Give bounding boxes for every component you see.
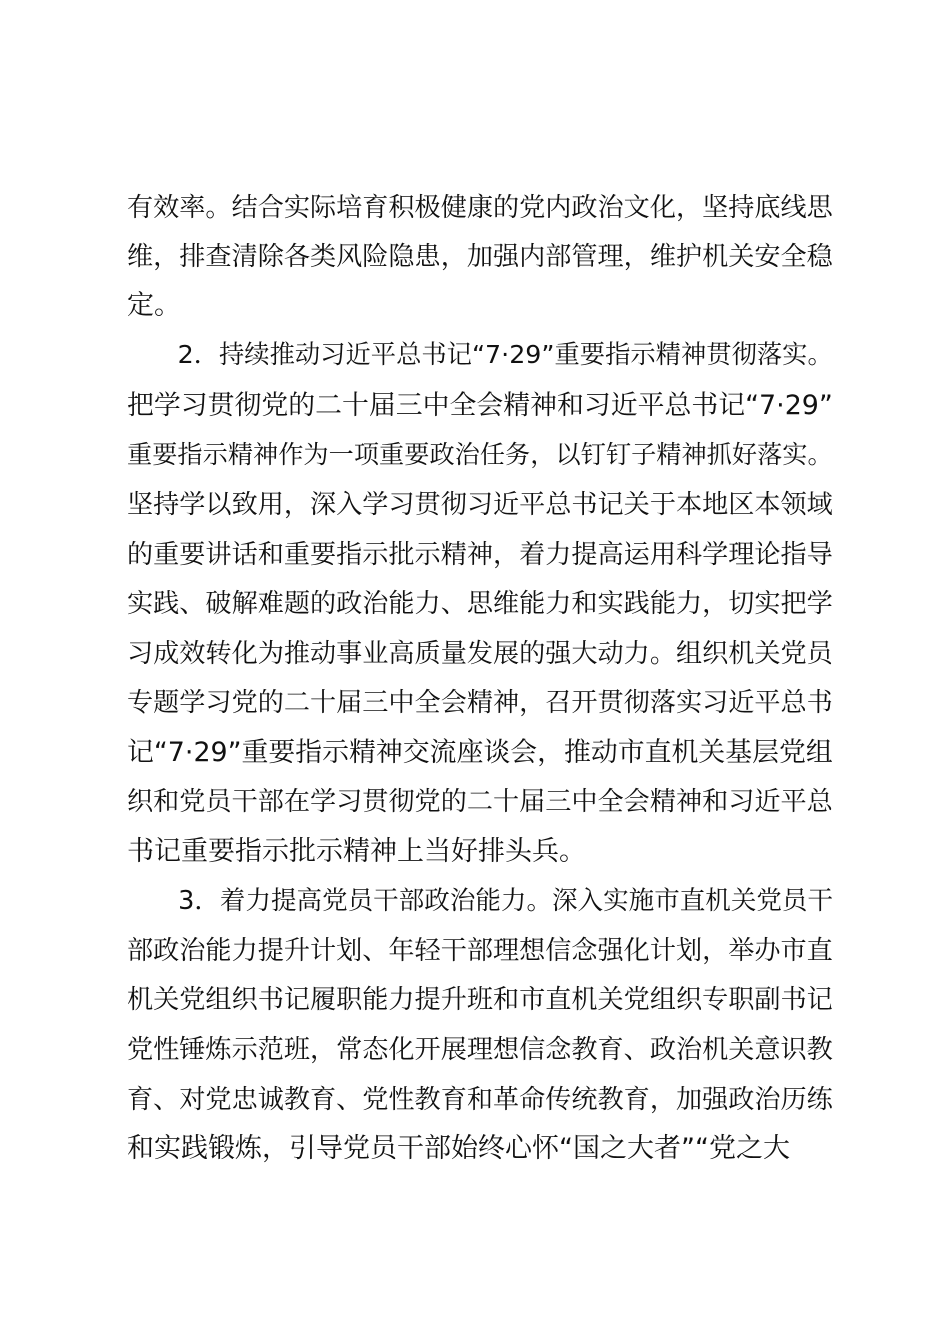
text-line: 习成效转化为推动事业高质量发展的强大动力。组织机关党员 [127, 639, 833, 669]
text-line: 2．持续推动习近平总书记“7·29”重要指示精神贯彻落实。 [127, 340, 833, 369]
text-line: 育、对党忠诚教育、党性教育和革命传统教育，加强政治历练 [127, 1085, 833, 1115]
text-line: 党性锤炼示范班，常态化开展理想信念教育、政治机关意识教 [127, 1035, 833, 1065]
text-line: 书记重要指示批示精神上当好排头兵。 [127, 836, 586, 867]
text-line: 和实践锻炼，引导党员干部始终心怀“国之大者”“党之大 [127, 1133, 790, 1164]
text-line: 维，排查清除各类风险隐患，加强内部管理，维护机关安全稳 [127, 242, 833, 272]
text-line: 把学习贯彻党的二十届三中全会精神和习近平总书记“7·29” [127, 390, 833, 421]
text-line: 专题学习党的二十届三中全会精神，召开贯彻落实习近平总书 [127, 688, 833, 718]
text-line: 有效率。结合实际培育积极健康的党内政治文化，坚持底线思 [127, 193, 833, 223]
text-line: 坚持学以致用，深入学习贯彻习近平总书记关于本地区本领域 [127, 490, 833, 520]
text-line: 织和党员干部在学习贯彻党的二十届三中全会精神和习近平总 [127, 787, 833, 817]
text-line: 部政治能力提升计划、年轻干部理想信念强化计划，举办市直 [127, 936, 833, 966]
text-line: 3．着力提高党员干部政治能力。深入实施市直机关党员干 [127, 886, 834, 916]
text-line: 实践、破解难题的政治能力、思维能力和实践能力，切实把学 [127, 589, 833, 619]
text-line: 记“7·29”重要指示精神交流座谈会，推动市直机关基层党组 [127, 737, 833, 768]
text-line: 机关党组织书记履职能力提升班和市直机关党组织专职副书记 [127, 985, 833, 1015]
text-line: 定。 [127, 290, 181, 321]
text-line: 的重要讲话和重要指示批示精神，着力提高运用科学理论指导 [127, 540, 833, 570]
text-line: 重要指示精神作为一项重要政治任务，以钉钉子精神抓好落实。 [127, 440, 833, 469]
